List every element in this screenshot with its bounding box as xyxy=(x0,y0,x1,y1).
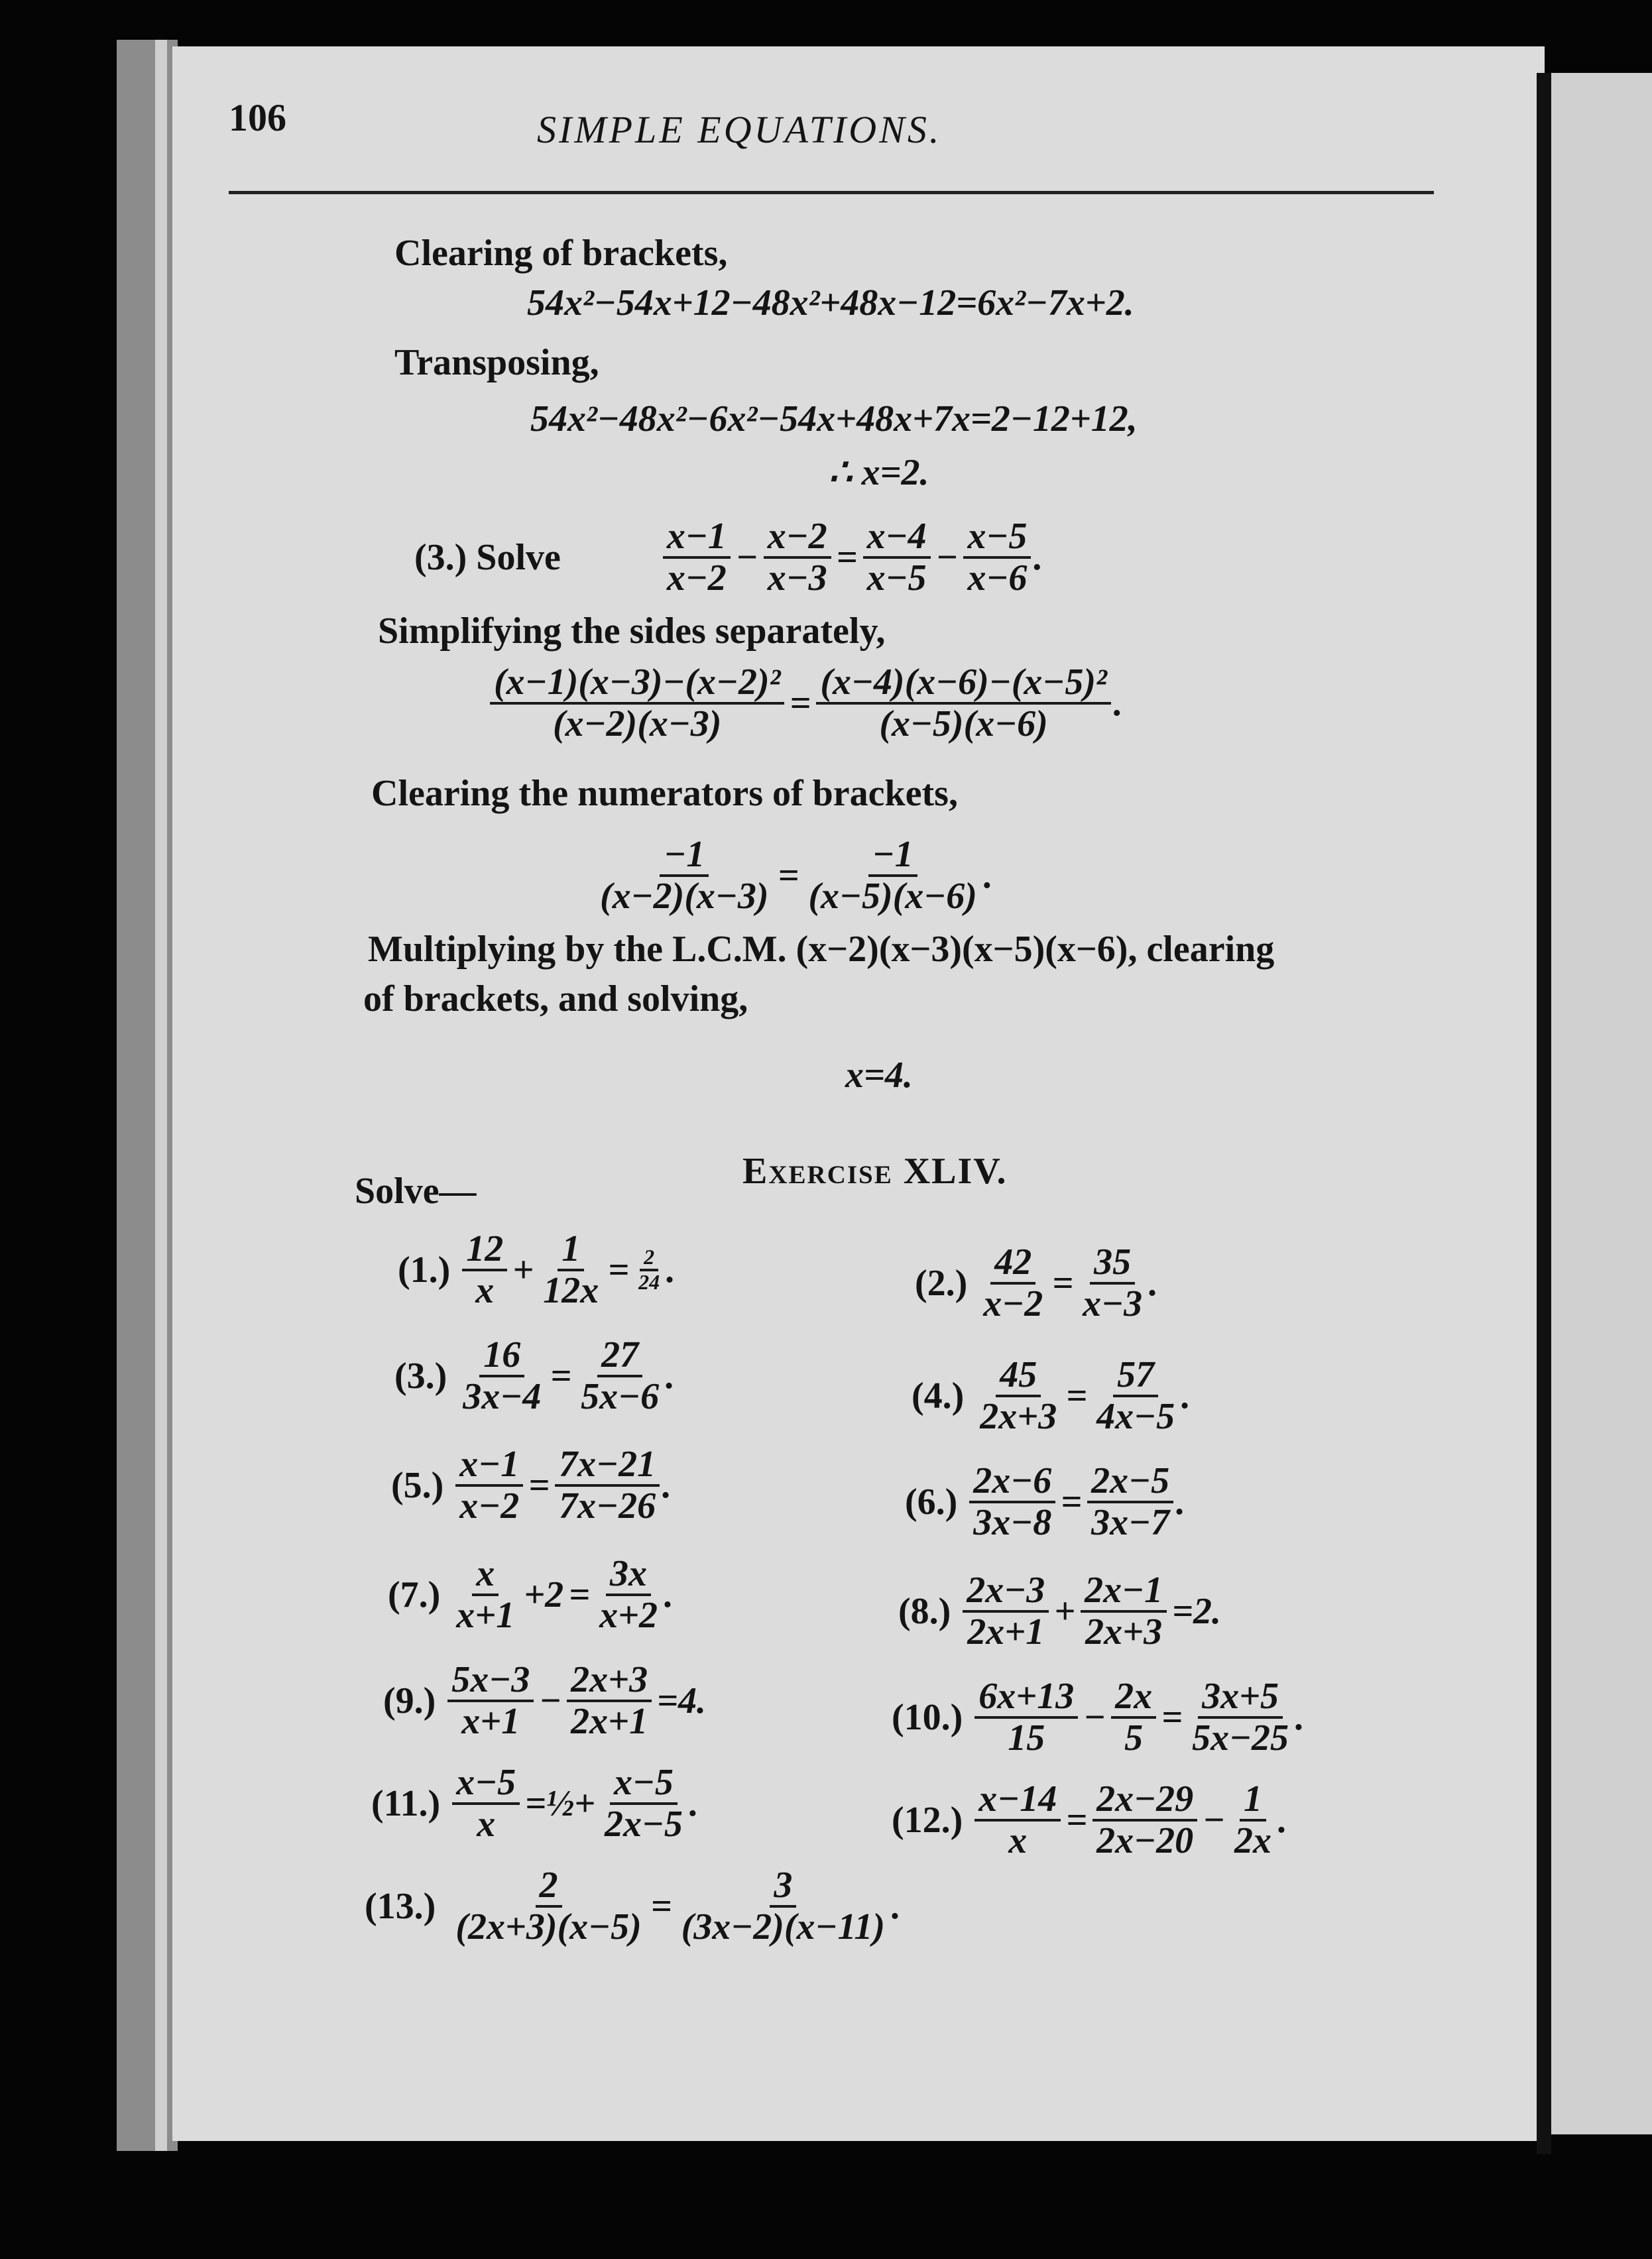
period: . xyxy=(1113,682,1123,724)
numerators-text: Clearing the numerators of brackets, xyxy=(371,773,958,814)
numerators-equation xyxy=(593,835,993,916)
fraction xyxy=(555,1445,660,1526)
fraction xyxy=(490,663,784,744)
denominator: 2x+3 xyxy=(980,1395,1057,1437)
numerator: 2x−1 xyxy=(1081,1571,1167,1613)
numerator: 2x−5 xyxy=(1087,1462,1173,1503)
denominator: (3x−2)(x−11) xyxy=(681,1906,886,1947)
fraction xyxy=(1092,1356,1179,1436)
result-x-4: x=4. xyxy=(845,1055,913,1096)
period: . xyxy=(983,854,993,896)
problem-number: (6.) xyxy=(905,1481,958,1523)
fraction xyxy=(1081,1571,1167,1652)
problem-4 xyxy=(912,1356,1191,1436)
numerator: x−14 xyxy=(974,1780,1061,1822)
problem-8 xyxy=(898,1571,1224,1652)
denominator: 15 xyxy=(1008,1717,1045,1759)
numerator: x−5 xyxy=(452,1763,520,1805)
denominator: 2x+1 xyxy=(967,1611,1045,1652)
period: . xyxy=(666,1249,676,1291)
period: . xyxy=(1033,536,1043,578)
denominator: x+1 xyxy=(461,1700,520,1742)
example-3 xyxy=(414,517,1043,598)
fraction xyxy=(452,1554,518,1635)
problem-12 xyxy=(892,1780,1287,1861)
operator: = xyxy=(1052,1262,1074,1304)
numerator: 42 xyxy=(990,1243,1035,1285)
fraction xyxy=(804,835,980,916)
problem-number: (3.) xyxy=(394,1355,447,1397)
denominator: 24 xyxy=(638,1269,660,1294)
operator: = xyxy=(550,1355,572,1397)
problem-number: (11.) xyxy=(371,1782,441,1824)
period: . xyxy=(666,1355,676,1397)
numerator: 16 xyxy=(479,1336,524,1377)
fraction xyxy=(974,1780,1061,1861)
numerator: 1 xyxy=(558,1230,584,1271)
numerator: 27 xyxy=(597,1336,642,1377)
denominator: 2x−5 xyxy=(604,1803,683,1845)
period: . xyxy=(1278,1799,1288,1841)
numerator: 5x−3 xyxy=(447,1660,534,1702)
fraction xyxy=(976,1356,1061,1436)
fraction xyxy=(595,1554,662,1635)
denominator: 4x−5 xyxy=(1096,1395,1175,1437)
operator: = xyxy=(528,1464,550,1506)
fraction xyxy=(567,1660,652,1741)
fraction xyxy=(969,1462,1055,1542)
numerator: 7x−21 xyxy=(555,1445,660,1487)
fraction xyxy=(1079,1243,1146,1324)
transposing-text: Transposing, xyxy=(394,342,599,383)
operator: = xyxy=(569,1574,591,1615)
fraction xyxy=(1087,1462,1173,1542)
exercise-title: Exercise XLIV. xyxy=(742,1151,1008,1192)
numerator: 2x−29 xyxy=(1092,1780,1197,1822)
simplifying-text: Simplifying the sides separately, xyxy=(378,610,886,652)
problem-number: (10.) xyxy=(892,1696,963,1738)
fraction xyxy=(974,1677,1078,1758)
numerator: x−2 xyxy=(764,517,831,559)
numerator: −1 xyxy=(868,835,917,877)
problem-number: (5.) xyxy=(391,1464,444,1506)
running-title: SIMPLE EQUATIONS. xyxy=(537,108,942,151)
denominator: (x−5)(x−6) xyxy=(808,875,977,917)
fraction xyxy=(601,1763,687,1844)
right-hand-side: =4. xyxy=(657,1680,707,1721)
operator: = xyxy=(1066,1375,1088,1417)
multiplying-line-2: of brackets, and solving, xyxy=(363,978,748,1019)
operator: − xyxy=(539,1680,562,1721)
equation-3: ∴ x=2. xyxy=(829,452,929,493)
period: . xyxy=(1176,1481,1186,1523)
operator: =½+ xyxy=(525,1782,595,1824)
problem-10 xyxy=(892,1677,1305,1758)
denominator: 3x−7 xyxy=(1091,1501,1170,1543)
denominator: 7x−26 xyxy=(559,1485,656,1527)
numerator: x−5 xyxy=(610,1763,678,1805)
denominator: x−5 xyxy=(866,557,927,599)
fraction xyxy=(863,517,931,598)
operator: = xyxy=(650,1885,672,1927)
numerator: 35 xyxy=(1090,1243,1135,1285)
problem-11 xyxy=(371,1763,699,1844)
operator: = xyxy=(608,1249,630,1291)
operator: = xyxy=(836,536,858,578)
period: . xyxy=(1181,1375,1191,1417)
problem-number: (12.) xyxy=(892,1799,963,1841)
fraction xyxy=(447,1660,534,1741)
numerator: (x−1)(x−3)−(x−2)² xyxy=(490,663,784,705)
numerator: 2x−6 xyxy=(969,1462,1055,1503)
facing-page-edge xyxy=(1551,73,1652,2134)
fraction xyxy=(452,1763,520,1844)
problem-9 xyxy=(383,1660,709,1741)
problem-13 xyxy=(365,1866,901,1947)
denominator: 5x−25 xyxy=(1192,1717,1289,1759)
period: . xyxy=(662,1464,672,1506)
numerator: (x−4)(x−6)−(x−5)² xyxy=(816,663,1110,705)
denominator: x xyxy=(1008,1820,1028,1861)
problem-number: (1.) xyxy=(398,1249,451,1291)
fraction xyxy=(577,1336,663,1417)
numerator: x−1 xyxy=(663,517,731,559)
equation-1: 54x²−54x+12−48x²+48x−12=6x²−7x+2. xyxy=(527,282,1134,323)
operator: + xyxy=(512,1249,534,1291)
operator: − xyxy=(1203,1799,1226,1841)
operator: = xyxy=(1066,1799,1088,1841)
denominator: x−2 xyxy=(983,1283,1043,1324)
fraction xyxy=(1092,1780,1197,1861)
multiplying-line-1: Multiplying by the L.C.M. (x−2)(x−3)(x−5)(x−6), clearing xyxy=(368,929,1275,970)
denominator: (x−5)(x−6) xyxy=(879,703,1048,744)
numerator: 57 xyxy=(1113,1356,1158,1397)
operator: − xyxy=(1083,1696,1106,1738)
problem-number: (4.) xyxy=(912,1375,965,1417)
denominator: 2x+3 xyxy=(1085,1611,1163,1652)
header-rule xyxy=(229,191,1434,194)
denominator: x+1 xyxy=(456,1594,515,1636)
denominator: x−2 xyxy=(666,557,727,599)
period: . xyxy=(664,1574,674,1615)
operator: + xyxy=(1054,1590,1076,1632)
numerator: 3x xyxy=(606,1554,651,1596)
period: . xyxy=(689,1782,699,1824)
fraction xyxy=(1188,1677,1293,1758)
problem-6 xyxy=(905,1462,1185,1542)
clearing-text: Clearing of brackets, xyxy=(394,233,728,274)
denominator: 3x−8 xyxy=(973,1501,1052,1543)
fraction xyxy=(634,1246,664,1293)
fraction xyxy=(1230,1780,1275,1861)
fraction xyxy=(1111,1677,1156,1758)
fraction xyxy=(816,663,1110,744)
numerator: 2x+3 xyxy=(567,1660,652,1702)
fraction xyxy=(979,1243,1047,1324)
problem-number: (8.) xyxy=(898,1590,951,1632)
denominator: 5 xyxy=(1124,1717,1144,1759)
numerator: 1 xyxy=(1240,1780,1266,1822)
denominator: x+2 xyxy=(599,1594,658,1636)
denominator: x xyxy=(475,1269,495,1311)
numerator: x−4 xyxy=(863,517,931,559)
fraction xyxy=(596,835,772,916)
denominator: x−6 xyxy=(967,557,1028,599)
denominator: x xyxy=(477,1803,496,1845)
problem-2 xyxy=(915,1243,1158,1324)
problem-number: (7.) xyxy=(388,1574,441,1615)
book-spine xyxy=(117,40,178,2151)
denominator: x−3 xyxy=(767,557,827,599)
numerator: x−1 xyxy=(455,1445,523,1487)
numerator: 45 xyxy=(996,1356,1041,1397)
numerator: x xyxy=(472,1554,499,1596)
numerator: 3x+5 xyxy=(1198,1677,1283,1719)
period: . xyxy=(1295,1696,1305,1738)
equation-2: 54x²−48x²−6x²−54x+48x+7x=2−12+12, xyxy=(530,398,1138,439)
numerator: 2 xyxy=(536,1866,562,1908)
operator: − xyxy=(935,536,959,578)
period: . xyxy=(1149,1262,1159,1304)
fraction xyxy=(459,1336,545,1417)
denominator: (x−2)(x−3) xyxy=(552,703,722,744)
fraction xyxy=(764,517,831,598)
problem-number: (9.) xyxy=(383,1680,436,1721)
denominator: x−2 xyxy=(459,1485,520,1527)
denominator: 2x+1 xyxy=(571,1700,648,1742)
denominator: x−3 xyxy=(1083,1283,1143,1324)
fraction xyxy=(963,1571,1049,1652)
denominator: 2x xyxy=(1234,1820,1272,1861)
operator: = xyxy=(1061,1481,1083,1523)
page-number: 106 xyxy=(229,96,286,139)
numerator: 2 xyxy=(640,1246,658,1271)
fraction xyxy=(539,1230,603,1310)
right-hand-side: =2. xyxy=(1172,1590,1222,1632)
operator: = xyxy=(1161,1696,1183,1738)
simplified-equation xyxy=(487,663,1123,744)
operator: − xyxy=(735,536,758,578)
problem-number: (2.) xyxy=(915,1262,968,1304)
problem-1 xyxy=(398,1230,676,1310)
problem-3 xyxy=(394,1336,675,1417)
fraction xyxy=(663,517,731,598)
fraction xyxy=(462,1230,507,1310)
numerator: 2x−3 xyxy=(963,1571,1049,1613)
page-gutter xyxy=(1537,73,1551,2154)
numerator: 12 xyxy=(462,1230,507,1271)
solve-label: Solve— xyxy=(355,1171,477,1212)
numerator: 3 xyxy=(770,1866,796,1908)
numerator: x−5 xyxy=(963,517,1031,559)
fraction xyxy=(678,1866,889,1947)
denominator: 12x xyxy=(543,1269,599,1311)
numerator: −1 xyxy=(660,835,709,877)
operator: = xyxy=(790,682,811,724)
fraction xyxy=(963,517,1031,598)
period: . xyxy=(892,1885,902,1927)
fraction xyxy=(455,1445,523,1526)
problem-5 xyxy=(391,1445,672,1526)
problem-7 xyxy=(388,1554,674,1635)
denominator: (x−2)(x−3) xyxy=(600,875,769,917)
denominator: (2x+3)(x−5) xyxy=(455,1906,642,1947)
denominator: 5x−6 xyxy=(581,1375,660,1417)
denominator: 2x−20 xyxy=(1096,1820,1194,1861)
fraction xyxy=(451,1866,645,1947)
operator: = xyxy=(778,854,799,896)
example-3-label: (3.) Solve xyxy=(414,536,561,578)
denominator: 3x−4 xyxy=(463,1375,542,1417)
problem-number: (13.) xyxy=(365,1885,436,1927)
numerator: 2x xyxy=(1111,1677,1156,1719)
operator: +2 xyxy=(524,1574,564,1615)
numerator: 6x+13 xyxy=(974,1677,1078,1719)
